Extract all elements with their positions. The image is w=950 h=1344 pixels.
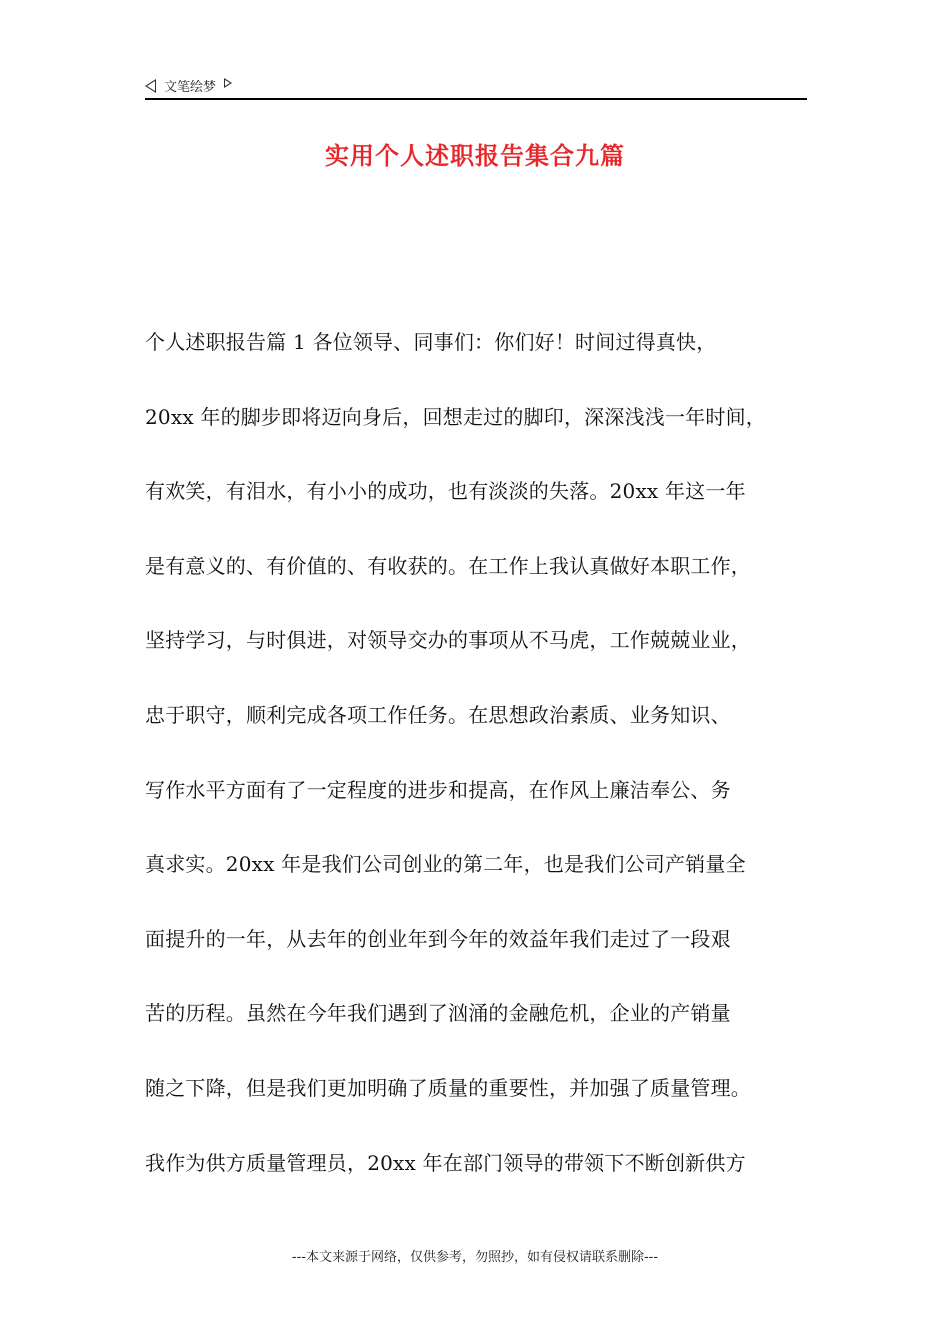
body-line: 真求实。20xx 年是我们公司创业的第二年，也是我们公司产销量全 (145, 852, 746, 877)
body-line: 随之下降，但是我们更加明确了质量的重要性，并加强了质量管理。 (145, 1075, 751, 1100)
page-header (145, 74, 807, 100)
footer-notice: ---本文来源于网络，仅供参考，勿照抄，如有侵权请联系删除--- (291, 1250, 659, 1265)
header-brand: 文笔绘梦 (164, 80, 217, 95)
triangle-left-icon (145, 79, 156, 93)
body-line: 是有意义的、有价值的、有收获的。在工作上我认真做好本职工作， (145, 553, 751, 578)
body-line: 写作水平方面有了一定程度的进步和提高，在作风上廉洁奉公、务 (145, 777, 731, 802)
document-title: 实用个人述职报告集合九篇 (325, 142, 625, 170)
header-brand-group (145, 76, 232, 95)
body-line: 我作为供方质量管理员，20xx 年在部门领导的带领下不断创新供方 (145, 1150, 746, 1175)
body-line: 面提升的一年，从去年的创业年到今年的效益年我们走过了一段艰 (145, 926, 731, 951)
body-line: 个人述职报告篇 1 各位领导、同事们：你们好！时间过得真快， (145, 330, 717, 354)
body-line: 坚持学习，与时俱进，对领导交办的事项从不马虎，工作兢兢业业， (145, 628, 751, 653)
body-line: 20xx 年的脚步即将迈向身后，回想走过的脚印，深深浅浅一年时间， (145, 404, 766, 429)
body-line: 有欢笑，有泪水，有小小的成功，也有淡淡的失落。20xx 年这一年 (145, 479, 746, 504)
body-line: 苦的历程。虽然在今年我们遇到了汹涌的金融危机，企业的产销量 (145, 1001, 731, 1026)
triangle-right-icon (224, 78, 232, 88)
document-body (145, 322, 815, 1217)
body-line: 忠于职守，顺利完成各项工作任务。在思想政治素质、业务知识、 (145, 702, 731, 727)
